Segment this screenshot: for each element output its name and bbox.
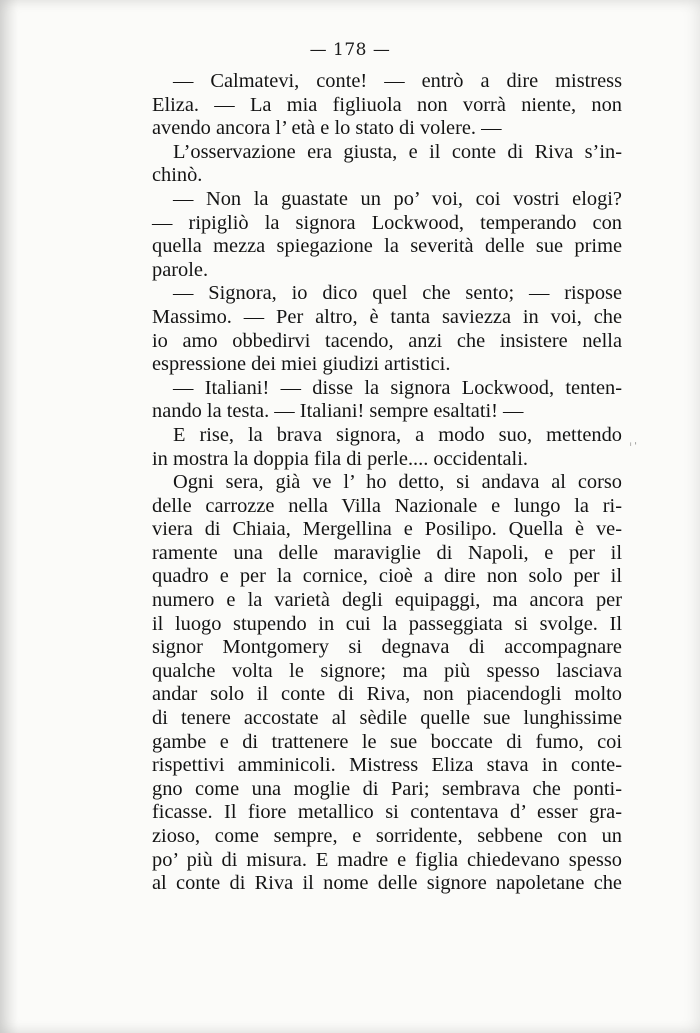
text-line: chinò. [152, 164, 203, 187]
text-line: di tenere accostate al sèdile quelle sue lunghissime [152, 707, 622, 730]
text-line: al conte di Riva il nome delle signore napoletane che [152, 872, 622, 895]
text-line: E rise, la brava signora, a modo suo, mettendo [173, 423, 622, 446]
text-line: io amo obbedirvi tacendo, anzi che insistere nella [152, 329, 622, 352]
text-line: gambe e di trattenere le sue boccate di fumo, coi [152, 730, 622, 753]
text-line: quadro e per la cornice, cioè a dire non solo per il [152, 565, 622, 588]
text-line: ramente una delle maraviglie di Napoli, e per il [152, 541, 622, 564]
text-line: — Italiani! — disse la signora Lockwood, tenten- [173, 376, 622, 399]
text-line: ficasse. Il fiore metallico si contentava d’ esser gra- [152, 801, 622, 824]
text-line: viera di Chiaia, Mergellina e Posilipo. Quella è ve- [152, 518, 622, 541]
text-line: gno come una moglie di Pari; sembrava che ponti- [152, 777, 622, 800]
text-line: po’ più di misura. E madre e figlia chiedevano spesso [152, 848, 622, 871]
text-line: qualche volta le signore; ma più spesso lasciava [152, 659, 622, 682]
text-line: delle carrozze nella Villa Nazionale e lungo la ri- [152, 494, 622, 517]
text-line: quella mezza spiegazione la severità delle sue prime [152, 235, 622, 258]
text-line: L’osservazione era giusta, e il conte di Riva s’in- [173, 140, 622, 163]
page-number: — 178 — [309, 40, 391, 60]
text-line: numero e la varietà degli equipaggi, ma ancora per [152, 589, 622, 612]
text-line: Ogni sera, già ve l’ ho detto, si andava al corso [173, 471, 622, 494]
text-line: Massimo. — Per altro, è tanta saviezza in voi, che [152, 305, 622, 328]
text-line: rispettivi amminicoli. Mistress Eliza stava in conte- [152, 754, 622, 777]
text-line: avendo ancora l’ età e lo stato di volere. — [152, 117, 502, 140]
text-line: il luogo stupendo in cui la passeggiata si svolge. Il [152, 612, 622, 635]
binding-shadow [0, 0, 18, 1033]
text-line: Eliza. — La mia figliuola non vorrà niente, non [152, 93, 622, 116]
text-line: espressione dei miei giudizi artistici. [152, 353, 451, 376]
text-line: nando la testa. — Italiani! sempre esaltati! — [152, 400, 524, 423]
text-line: — Signora, io dico quel che sento; — rispose [173, 282, 622, 305]
body-text [152, 70, 622, 896]
text-line: signor Montgomery si degnava di accompagnare [152, 636, 622, 659]
text-line: — Non la guastate un po’ voi, coi vostri elogi? [173, 187, 622, 210]
text-line: zioso, come sempre, e sorridente, sebbene con un [152, 825, 622, 847]
text-line: — Calmatevi, conte! — entrò a dire mistress [173, 70, 622, 92]
text-line: in mostra la doppia fila di perle.... occidentali. [152, 447, 528, 470]
text-line: parole. [152, 258, 209, 281]
text-line: — ripigliò la signora Lockwood, temperando con [152, 211, 622, 234]
margin-mark: ⁱ ˈ [630, 442, 637, 452]
text-line: andar solo il conte di Riva, non piacendogli molto [152, 683, 622, 706]
